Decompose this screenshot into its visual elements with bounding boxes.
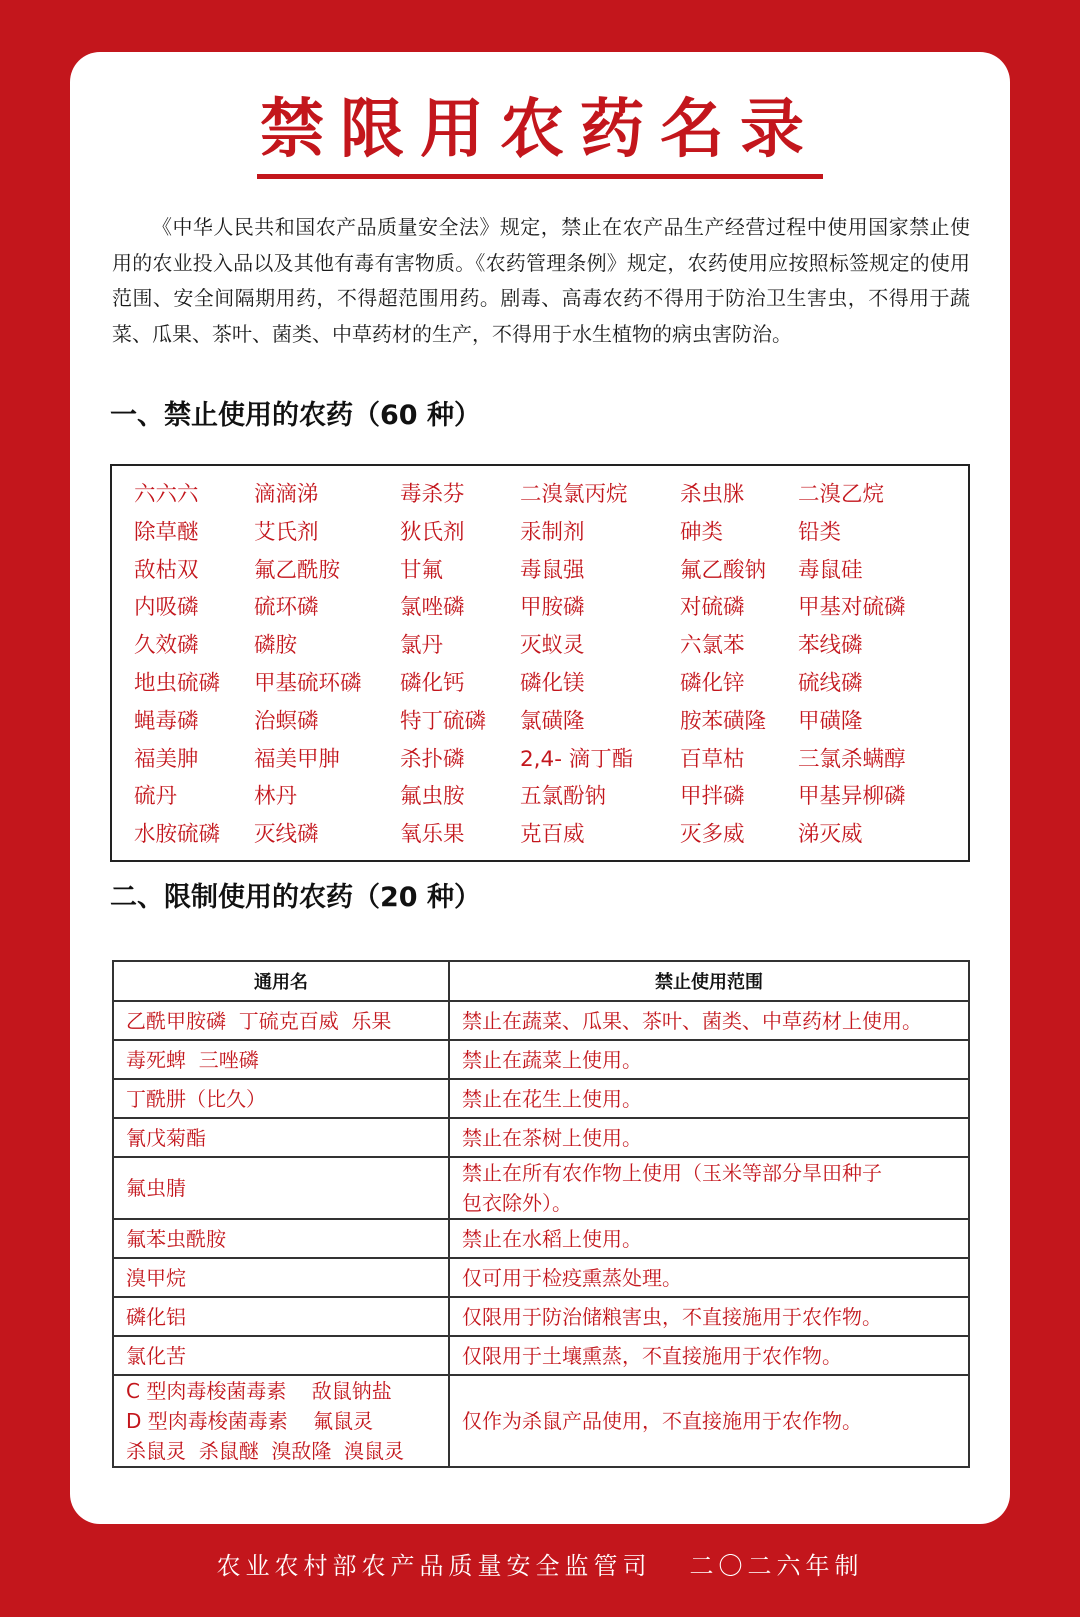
banned-pesticide-item: 甲基对硫磷 <box>798 595 906 621</box>
banned-pesticide-item: 氟乙酰胺 <box>254 557 341 583</box>
page-title: 禁限用农药名录 <box>260 92 820 167</box>
banned-pesticide-item: 氟乙酸钠 <box>680 557 767 583</box>
banned-pesticide-item: 甲磺隆 <box>798 708 863 734</box>
header-common-name: 通用名 <box>113 961 449 1001</box>
title-underline <box>257 174 823 179</box>
scope-line: 仅作为杀鼠产品使用，不直接施用于农作物。 <box>462 1409 862 1433</box>
banned-pesticide-item: 灭多威 <box>680 822 745 848</box>
scope-line: 禁止在蔬菜上使用。 <box>462 1047 642 1072</box>
banned-pesticide-item: 磷化镁 <box>520 671 585 696</box>
banned-pesticide-item: 氯磺隆 <box>520 708 585 734</box>
common-name-line: C 型肉毒梭菌毒素 敌鼠钠盐 <box>126 1379 392 1403</box>
banned-pesticide-item: 汞制剂 <box>520 519 585 545</box>
banned-pesticide-item: 2,4- 滴丁酯 <box>520 746 634 772</box>
banned-pesticide-item: 除草醚 <box>134 519 199 545</box>
banned-pesticide-item: 百草枯 <box>680 746 745 772</box>
common-name-line: 毒死蜱 三唑磷 <box>126 1047 259 1072</box>
restricted-common-name <box>113 1375 449 1467</box>
scope-line: 禁止在水稻上使用。 <box>462 1226 642 1251</box>
banned-pesticide-item: 氯丹 <box>400 633 444 659</box>
banned-pesticides-box <box>110 464 970 862</box>
banned-pesticide-item: 苯线磷 <box>798 633 863 659</box>
common-name-line: 杀鼠灵 杀鼠醚 溴敌隆 溴鼠灵 <box>126 1439 405 1463</box>
restricted-scope <box>449 1118 969 1157</box>
banned-pesticide-item: 艾氏剂 <box>254 519 319 545</box>
header-banned-scope: 禁止使用范围 <box>449 961 969 1001</box>
banned-pesticide-item: 久效磷 <box>134 633 199 659</box>
footer <box>0 1548 1080 1584</box>
banned-pesticide-item: 毒鼠强 <box>520 557 585 583</box>
restricted-common-name <box>113 1258 449 1297</box>
banned-pesticide-item: 硫环磷 <box>254 595 319 621</box>
common-name-line: 溴甲烷 <box>126 1265 186 1290</box>
banned-pesticide-item: 五氯酚钠 <box>520 784 607 810</box>
banned-pesticide-item: 六六六 <box>134 482 199 507</box>
restricted-pesticides-table <box>112 960 970 1468</box>
banned-pesticide-item: 磷胺 <box>254 633 298 659</box>
common-name-line: 氯化苦 <box>126 1343 186 1368</box>
table-row <box>113 1219 969 1258</box>
table-header-row <box>113 961 969 1001</box>
scope-line: 仅可用于检疫熏蒸处理。 <box>462 1265 682 1290</box>
scope-line: 禁止在蔬菜、瓜果、茶叶、菌类、中草药材上使用。 <box>462 1008 922 1033</box>
section-banned-heading: 一、禁止使用的农药（60 种） <box>110 400 481 431</box>
restricted-common-name <box>113 1157 449 1219</box>
restricted-common-name <box>113 1079 449 1118</box>
banned-pesticide-item: 甲胺磷 <box>520 595 585 621</box>
restricted-common-name <box>113 1219 449 1258</box>
footer-org: 农业农村部农产品质量安全监管司 <box>216 1552 652 1580</box>
scope-line: 包衣除外）。 <box>462 1191 572 1215</box>
banned-pesticide-item: 杀虫脒 <box>680 482 745 507</box>
table-row <box>113 1297 969 1336</box>
common-name-line: 氟虫腈 <box>126 1176 186 1200</box>
common-name-line: 氟苯虫酰胺 <box>126 1226 226 1251</box>
footer-year: 二〇二六年制 <box>689 1552 864 1580</box>
banned-pesticide-item: 二溴乙烷 <box>798 482 885 507</box>
banned-pesticide-item: 硫线磷 <box>798 671 863 696</box>
banned-pesticide-item: 地虫硫磷 <box>134 671 221 696</box>
banned-pesticide-item: 二溴氯丙烷 <box>520 482 628 507</box>
restricted-scope <box>449 1040 969 1079</box>
common-name-line: D 型肉毒梭菌毒素 氟鼠灵 <box>126 1409 374 1433</box>
banned-pesticide-item: 硫丹 <box>134 784 178 810</box>
table-row <box>113 1118 969 1157</box>
banned-pesticide-item: 福美胂 <box>134 746 199 772</box>
banned-pesticide-item: 氯唑磷 <box>400 595 465 621</box>
poster-card <box>70 52 1010 1524</box>
banned-pesticide-item: 甲基异柳磷 <box>798 784 906 810</box>
banned-pesticide-item: 杀扑磷 <box>400 746 465 772</box>
table-row <box>113 1040 969 1079</box>
banned-pesticide-item: 敌枯双 <box>134 557 199 583</box>
common-name-line: 磷化铝 <box>126 1304 186 1329</box>
common-name-line: 乙酰甲胺磷 丁硫克百威 乐果 <box>126 1008 392 1033</box>
banned-pesticide-item: 胺苯磺隆 <box>680 708 767 734</box>
table-row <box>113 1336 969 1375</box>
restricted-common-name <box>113 1297 449 1336</box>
banned-pesticide-item: 砷类 <box>680 519 724 545</box>
table-row <box>113 1157 969 1219</box>
banned-pesticide-item: 甲基硫环磷 <box>254 671 362 696</box>
banned-pesticide-item: 对硫磷 <box>680 595 745 621</box>
common-name-line: 氰戊菊酯 <box>126 1125 206 1150</box>
table-row <box>113 1375 969 1467</box>
banned-pesticide-item: 狄氏剂 <box>400 519 465 545</box>
banned-pesticide-item: 治螟磷 <box>254 708 319 734</box>
section-restricted-heading: 二、限制使用的农药（20 种） <box>110 882 481 913</box>
intro-paragraph: 《中华人民共和国农产品质量安全法》规定，禁止在农产品生产经营过程中使用国家禁止使用的农业投入品以及其他有毒有害物质。《农药管理条例》规定，农药使用应按照标签规定的使用范围、安全间隔期用药，不得超范围用药。剧毒、高毒农药不得用于防治卫生害虫，不得用于蔬菜、瓜果、茶叶、菌类、中草药材的生产，不得用于水生植物的病虫害防治。 <box>112 215 970 346</box>
banned-pesticide-item: 三氯杀螨醇 <box>798 746 906 772</box>
restricted-scope <box>449 1001 969 1040</box>
banned-pesticide-item: 毒鼠硅 <box>798 557 863 583</box>
banned-pesticide-item: 氧乐果 <box>400 822 465 848</box>
banned-pesticide-item: 蝇毒磷 <box>134 708 199 734</box>
table-row <box>113 1258 969 1297</box>
banned-pesticide-item: 林丹 <box>254 784 298 810</box>
banned-pesticide-item: 涕灭威 <box>798 822 863 848</box>
banned-pesticide-item: 氟虫胺 <box>400 784 465 810</box>
banned-pesticide-item: 毒杀芬 <box>400 482 465 507</box>
banned-pesticide-item: 水胺硫磷 <box>134 822 221 848</box>
restricted-common-name <box>113 1001 449 1040</box>
banned-pesticide-item: 克百威 <box>520 822 585 848</box>
banned-pesticide-item: 甘氟 <box>400 557 444 583</box>
table-row <box>113 1079 969 1118</box>
restricted-common-name <box>113 1336 449 1375</box>
restricted-scope <box>449 1258 969 1297</box>
banned-pesticide-item: 六氯苯 <box>680 633 745 659</box>
banned-pesticide-item: 磷化锌 <box>680 671 745 696</box>
scope-line: 仅限用于土壤熏蒸，不直接施用于农作物。 <box>462 1343 842 1368</box>
banned-pesticide-item: 灭蚁灵 <box>520 633 585 659</box>
banned-pesticide-item: 铅类 <box>798 519 842 545</box>
restricted-common-name <box>113 1118 449 1157</box>
banned-pesticide-item: 福美甲胂 <box>254 746 341 772</box>
scope-line: 仅限用于防治储粮害虫，不直接施用于农作物。 <box>462 1304 882 1329</box>
scope-line: 禁止在茶树上使用。 <box>462 1125 642 1150</box>
banned-pesticide-item: 滴滴涕 <box>254 482 319 507</box>
restricted-scope <box>449 1157 969 1219</box>
scope-line: 禁止在所有农作物上使用（玉米等部分旱田种子 <box>462 1161 882 1185</box>
restricted-scope <box>449 1375 969 1467</box>
banned-pesticide-item: 磷化钙 <box>400 671 465 696</box>
banned-pesticide-item: 灭线磷 <box>254 822 319 848</box>
restricted-scope <box>449 1336 969 1375</box>
banned-pesticide-item: 甲拌磷 <box>680 784 745 810</box>
common-name-line: 丁酰肼（比久） <box>126 1086 266 1111</box>
restricted-scope <box>449 1297 969 1336</box>
restricted-scope <box>449 1219 969 1258</box>
scope-line: 禁止在花生上使用。 <box>462 1086 642 1111</box>
table-row <box>113 1001 969 1040</box>
banned-pesticide-item: 特丁硫磷 <box>400 708 487 734</box>
restricted-scope <box>449 1079 969 1118</box>
restricted-common-name <box>113 1040 449 1079</box>
banned-pesticide-item: 内吸磷 <box>134 595 199 621</box>
